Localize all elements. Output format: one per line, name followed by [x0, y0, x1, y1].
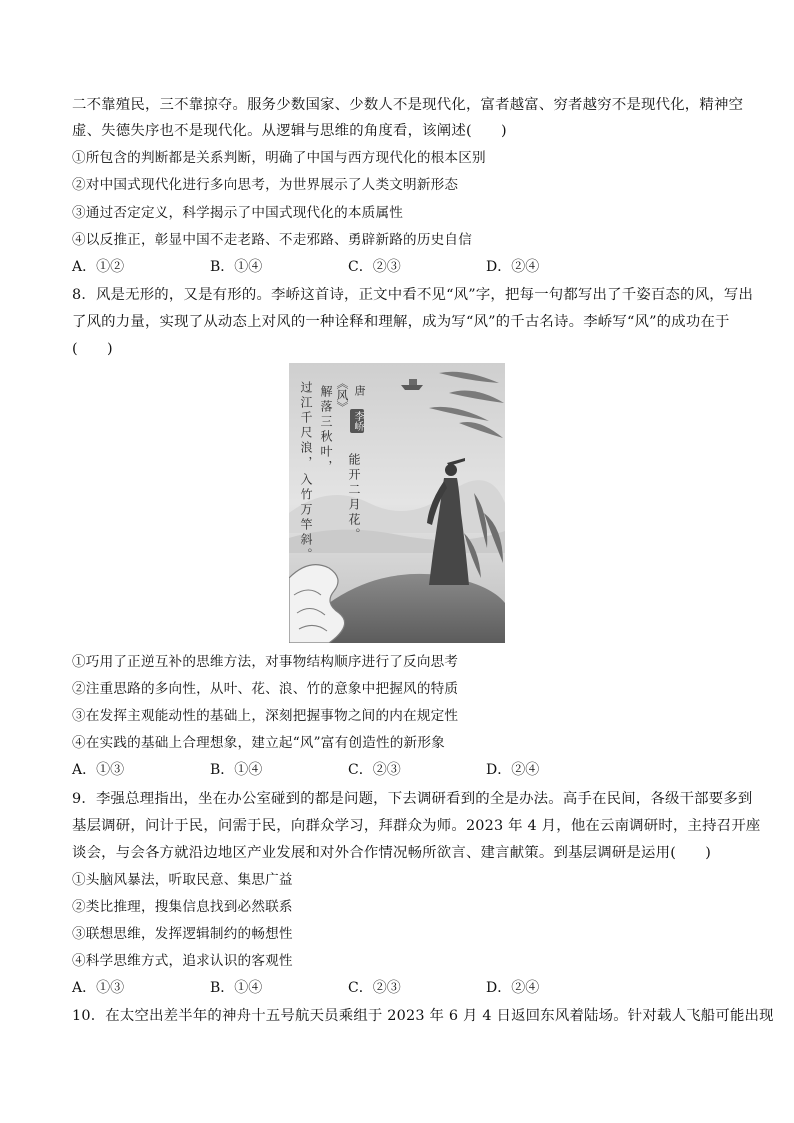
q7-text-line2: 虚、失德失序也不是现代化。从逻辑与思维的角度看，该阐述( ) [72, 123, 507, 139]
q8-choice-c: C．②③ [348, 762, 401, 778]
q7-option-1: ①所包含的判断都是关系判断，明确了中国与西方现代化的根本区别 [72, 150, 486, 166]
q10-text-line1: 10．在太空出差半年的神舟十五号航天员乘组于 2023 年 6 月 4 日返回东风着陆场。针对载人飞船可能出现 [72, 1008, 774, 1024]
poem-line-1: 解落三秋叶， [319, 385, 333, 475]
q8-option-4: ④在实践的基础上合理想象，建立起“风”富有创造性的新形象 [72, 735, 445, 751]
q8-choice-b: B．①④ [210, 762, 263, 778]
poem-line-3: 过江千尺浪， [299, 381, 313, 471]
q8-choice-d: D．②④ [486, 762, 540, 778]
q7-choice-d: D．②④ [486, 259, 540, 275]
q8-choice-a: A．①③ [72, 762, 125, 778]
q8-text-line2: 了风的力量，实现了从动态上对风的一种诠释和理解，成为写“风”的千古名诗。李峤写“风”的成功在于 [72, 314, 730, 330]
q8-option-2: ②注重思路的多向性，从叶、花、浪、竹的意象中把握风的特质 [72, 681, 459, 697]
q9-option-4: ④科学思维方式，追求认识的客观性 [72, 953, 293, 969]
q9-text-line3: 谈会，与会各方就沿边地区产业发展和对外合作情况畅所欲言、建言献策。到基层调研是运用( ) [72, 845, 712, 861]
q7-text-line1: 二不靠殖民，三不靠掠夺。服务少数国家、少数人不是现代化，富者越富、穷者越穷不是现代化，精神空 [72, 97, 744, 113]
q7-option-2: ②对中国式现代化进行多向思考，为世界展示了人类文明新形态 [72, 177, 459, 193]
q9-text-line1: 9．李强总理指出，坐在办公室碰到的都是问题，下去调研看到的全是办法。高手在民间，各级干部要多到 [72, 791, 753, 807]
q9-choice-d: D．②④ [486, 980, 540, 996]
q8-option-1: ①巧用了正逆互补的思维方法，对事物结构顺序进行了反向思考 [72, 654, 459, 670]
q7-option-4: ④以反推正，彰显中国不走老路、不走邪路、勇辟新路的历史自信 [72, 232, 473, 248]
q9-option-2: ②类比推理，搜集信息找到必然联系 [72, 899, 293, 915]
q9-option-1: ①头脑风暴法，听取民意、集思广益 [72, 872, 293, 888]
poem-author-seal: 李峤 [352, 411, 363, 431]
poem-dynasty: 唐 [353, 385, 366, 396]
q9-choice-b: B．①④ [210, 980, 263, 996]
q7-choice-c: C．②③ [348, 259, 401, 275]
poem-title: 《风》 [335, 377, 349, 413]
q8-option-3: ③在发挥主观能动性的基础上，深刻把握事物之间的内在规定性 [72, 708, 459, 724]
q8-text-line3: ( ) [72, 341, 113, 357]
q7-choice-b: B．①④ [210, 259, 263, 275]
q9-option-3: ③联想思维，发挥逻辑制约的畅想性 [72, 926, 293, 942]
q9-choice-a: A．①③ [72, 980, 125, 996]
q9-choice-c: C．②③ [348, 980, 401, 996]
poem-line-2: 能开二月花。 [347, 453, 361, 543]
poem-line-4: 入竹万竿斜。 [299, 473, 313, 563]
q7-choice-a: A．①② [72, 259, 125, 275]
q8-text-line1: 8．风是无形的，又是有形的。李峤这首诗，正文中看不见“风”字，把每一句都写出了千姿百态的风，写出 [72, 287, 754, 303]
q7-option-3: ③通过否定定义，科学揭示了中国式现代化的本质属性 [72, 205, 404, 221]
q9-text-line2: 基层调研，问计于民，问需于民，向群众学习，拜群众为师。2023 年 4 月，他在云南调研时，主持召开座 [72, 818, 761, 834]
poem-illustration [289, 363, 505, 643]
